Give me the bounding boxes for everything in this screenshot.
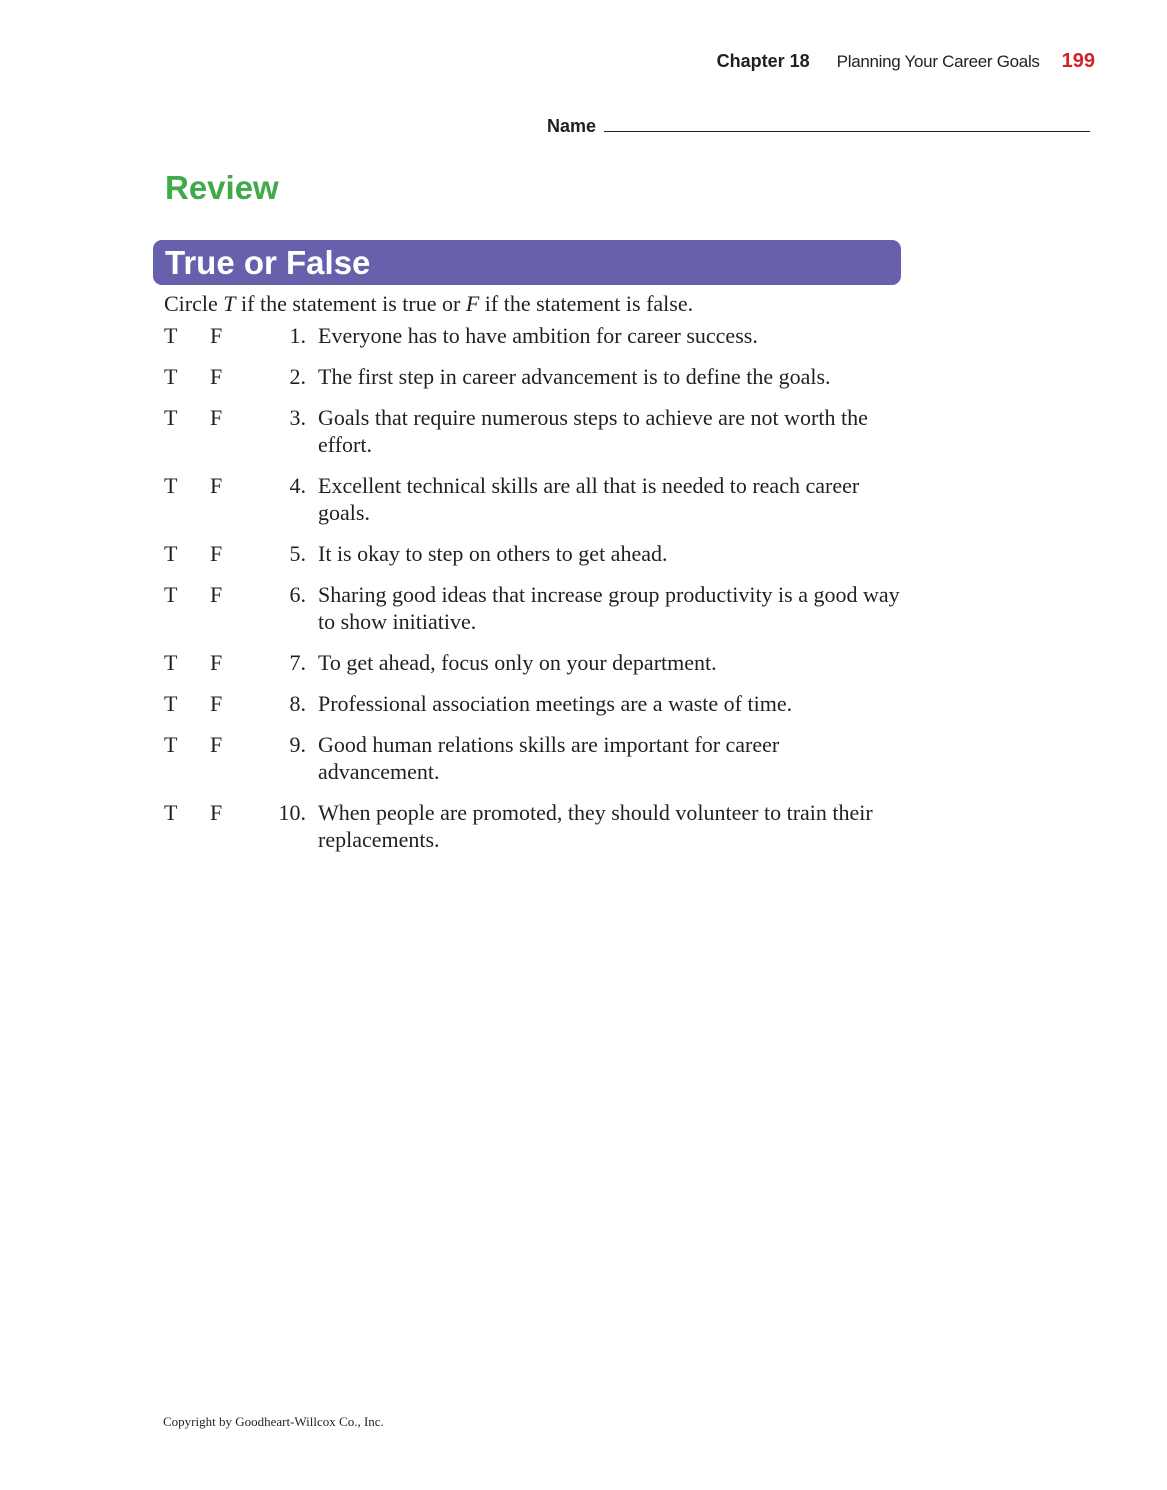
question-text: When people are promoted, they should volunteer to train their replacements.: [318, 800, 873, 852]
false-option[interactable]: F: [210, 800, 223, 825]
true-option[interactable]: T: [164, 323, 178, 348]
question-text: To get ahead, focus only on your department.: [318, 650, 717, 675]
question-item: [164, 731, 904, 785]
name-blank-line[interactable]: [604, 117, 1090, 132]
instructions: Circle T if the statement is true or F if the statement is false.: [164, 291, 694, 316]
false-option[interactable]: F: [210, 364, 223, 389]
true-option[interactable]: T: [164, 541, 178, 566]
false-option[interactable]: F: [210, 691, 223, 716]
false-option[interactable]: F: [210, 405, 223, 430]
question-text: Sharing good ideas that increase group productivity is a good way to show initiative.: [318, 582, 900, 634]
question-number: 6.: [289, 582, 306, 607]
question-number: 5.: [289, 541, 306, 566]
question-item: [164, 799, 904, 853]
true-option[interactable]: T: [164, 582, 178, 607]
name-label: Name: [547, 116, 597, 136]
question-text: Goals that require numerous steps to achieve are not worth the effort.: [318, 405, 868, 457]
true-option[interactable]: T: [164, 800, 178, 825]
section-banner: [153, 240, 901, 285]
false-option[interactable]: F: [210, 732, 223, 757]
question-number: 10.: [278, 800, 306, 825]
chapter-title: Planning Your Career Goals: [836, 52, 1040, 71]
section-title: True or False: [165, 243, 371, 281]
true-option[interactable]: T: [164, 650, 178, 675]
question-item: [164, 540, 904, 567]
question-item: [164, 690, 904, 717]
page-header: [717, 50, 1095, 73]
question-item: [164, 581, 904, 635]
question-number: 2.: [289, 364, 306, 389]
question-item: [164, 322, 904, 349]
copyright-footer: Copyright by Goodheart-Willcox Co., Inc.: [163, 1414, 384, 1429]
question-number: 7.: [289, 650, 306, 675]
question-text: Everyone has to have ambition for career success.: [318, 323, 758, 348]
false-option[interactable]: F: [210, 473, 223, 498]
chapter-label: Chapter 18: [716, 51, 810, 71]
question-text: Good human relations skills are important for career advancement.: [318, 732, 780, 784]
question-text: The first step in career advancement is to define the goals.: [318, 364, 831, 389]
true-option[interactable]: T: [164, 691, 178, 716]
false-option[interactable]: F: [210, 323, 223, 348]
question-item: [164, 404, 904, 458]
question-text: It is okay to step on others to get ahead.: [318, 541, 668, 566]
question-text: Professional association meetings are a waste of time.: [318, 691, 793, 716]
review-title: Review: [165, 169, 279, 206]
question-number: 3.: [289, 405, 306, 430]
name-field: [547, 116, 1090, 137]
question-item: [164, 472, 904, 526]
true-option[interactable]: T: [164, 364, 178, 389]
false-option[interactable]: F: [210, 582, 223, 607]
question-text: Excellent technical skills are all that is needed to reach career goals.: [318, 473, 860, 525]
true-option[interactable]: T: [164, 732, 178, 757]
question-number: 4.: [289, 473, 306, 498]
false-option[interactable]: F: [210, 650, 223, 675]
question-list: [164, 322, 904, 867]
question-number: 1.: [289, 323, 306, 348]
true-option[interactable]: T: [164, 473, 178, 498]
page-number: 199: [1061, 50, 1095, 72]
question-item: [164, 363, 904, 390]
question-item: [164, 649, 904, 676]
false-option[interactable]: F: [210, 541, 223, 566]
question-number: 9.: [289, 732, 306, 757]
true-option[interactable]: T: [164, 405, 178, 430]
question-number: 8.: [289, 691, 306, 716]
